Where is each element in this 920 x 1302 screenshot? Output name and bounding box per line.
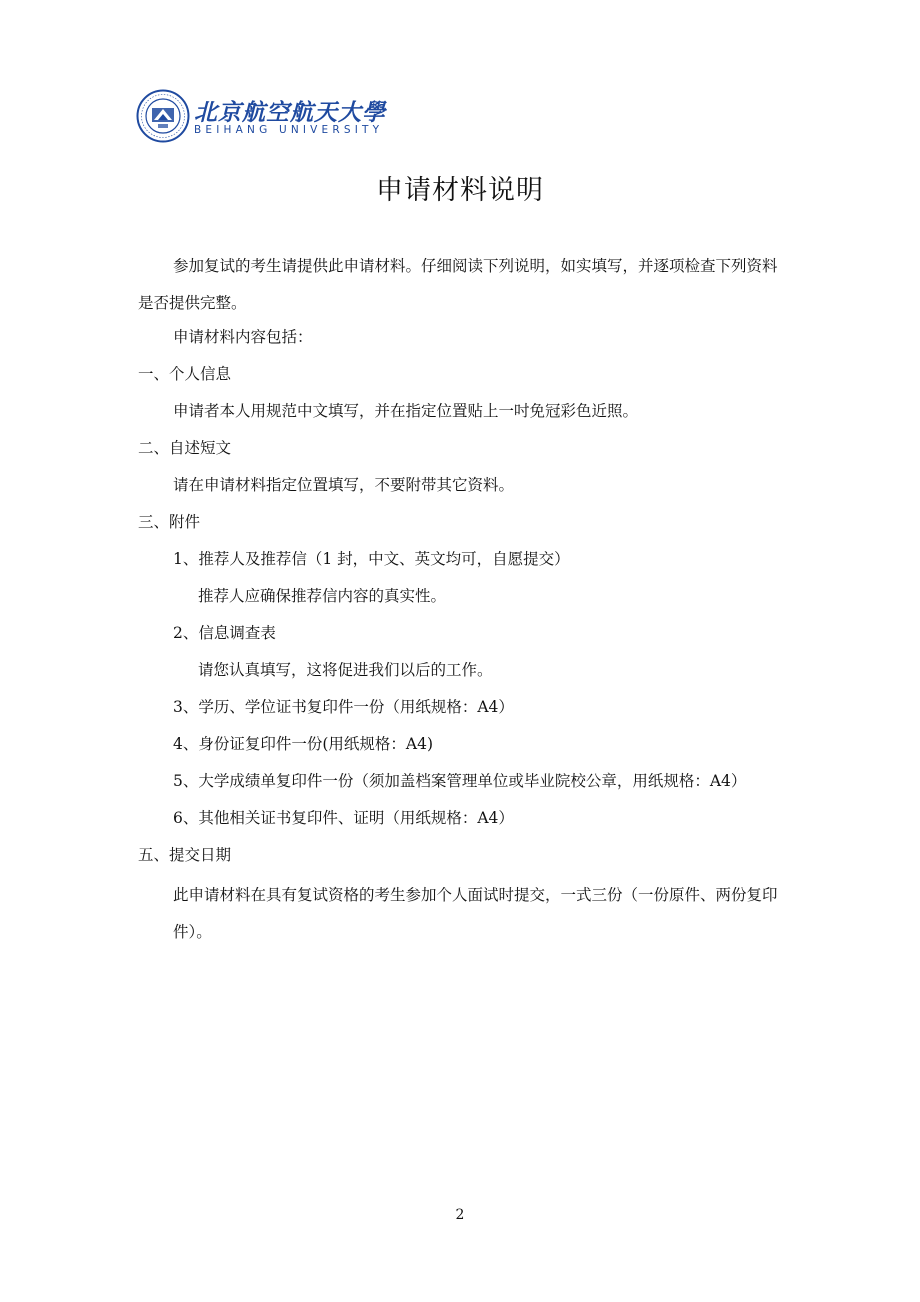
attachment-item: 3、学历、学位证书复印件一份（用纸规格：A4） xyxy=(173,698,514,716)
section-heading-submission-date: 五、提交日期 xyxy=(138,846,232,864)
attachment-item: 2、信息调查表 xyxy=(173,624,276,642)
university-logo xyxy=(136,86,396,146)
section-text-submission-date: 此申请材料在具有复试资格的考生参加个人面试时提交，一式三份（一份原件、两份复印件）。 xyxy=(173,886,778,941)
page-number: 2 xyxy=(455,1207,465,1223)
section-heading-personal-info: 一、个人信息 xyxy=(138,365,232,383)
attachment-item: 4、身份证复印件一份(用纸规格：A4) xyxy=(173,735,434,753)
attachment-item: 5、大学成绩单复印件一份（须加盖档案管理单位或毕业院校公章，用纸规格：A4） xyxy=(173,772,747,790)
document-body xyxy=(138,248,788,951)
section-heading-statement: 二、自述短文 xyxy=(138,439,232,457)
intro-text: 参加复试的考生请提供此申请材料。仔细阅读下列说明，如实填写，并逐项检查下列资料是否提供完整。 xyxy=(138,257,778,312)
attachment-note: 请您认真填写，这将促进我们以后的工作。 xyxy=(198,661,493,679)
intro-list-lead: 申请材料内容包括： xyxy=(173,328,313,346)
attachment-item: 1、推荐人及推荐信（1 封，中文、英文均可，自愿提交） xyxy=(173,550,570,568)
page-title: 申请材料说明 xyxy=(376,175,544,206)
intro-paragraph xyxy=(138,248,788,322)
beihang-seal-icon xyxy=(136,89,190,143)
logo-english-name: BEIHANG UNIVERSITY xyxy=(194,124,384,136)
attachment-note: 推荐人应确保推荐信内容的真实性。 xyxy=(198,587,447,605)
attachment-item: 6、其他相关证书复印件、证明（用纸规格：A4） xyxy=(173,809,514,827)
section-heading-attachments: 三、附件 xyxy=(138,513,201,531)
logo-chinese-name: 北京航空航天大學 xyxy=(194,100,386,126)
section-text-personal-info: 申请者本人用规范中文填写，并在指定位置贴上一吋免冠彩色近照。 xyxy=(173,402,639,420)
section-text-statement: 请在申请材料指定位置填写，不要附带其它资料。 xyxy=(173,476,515,494)
